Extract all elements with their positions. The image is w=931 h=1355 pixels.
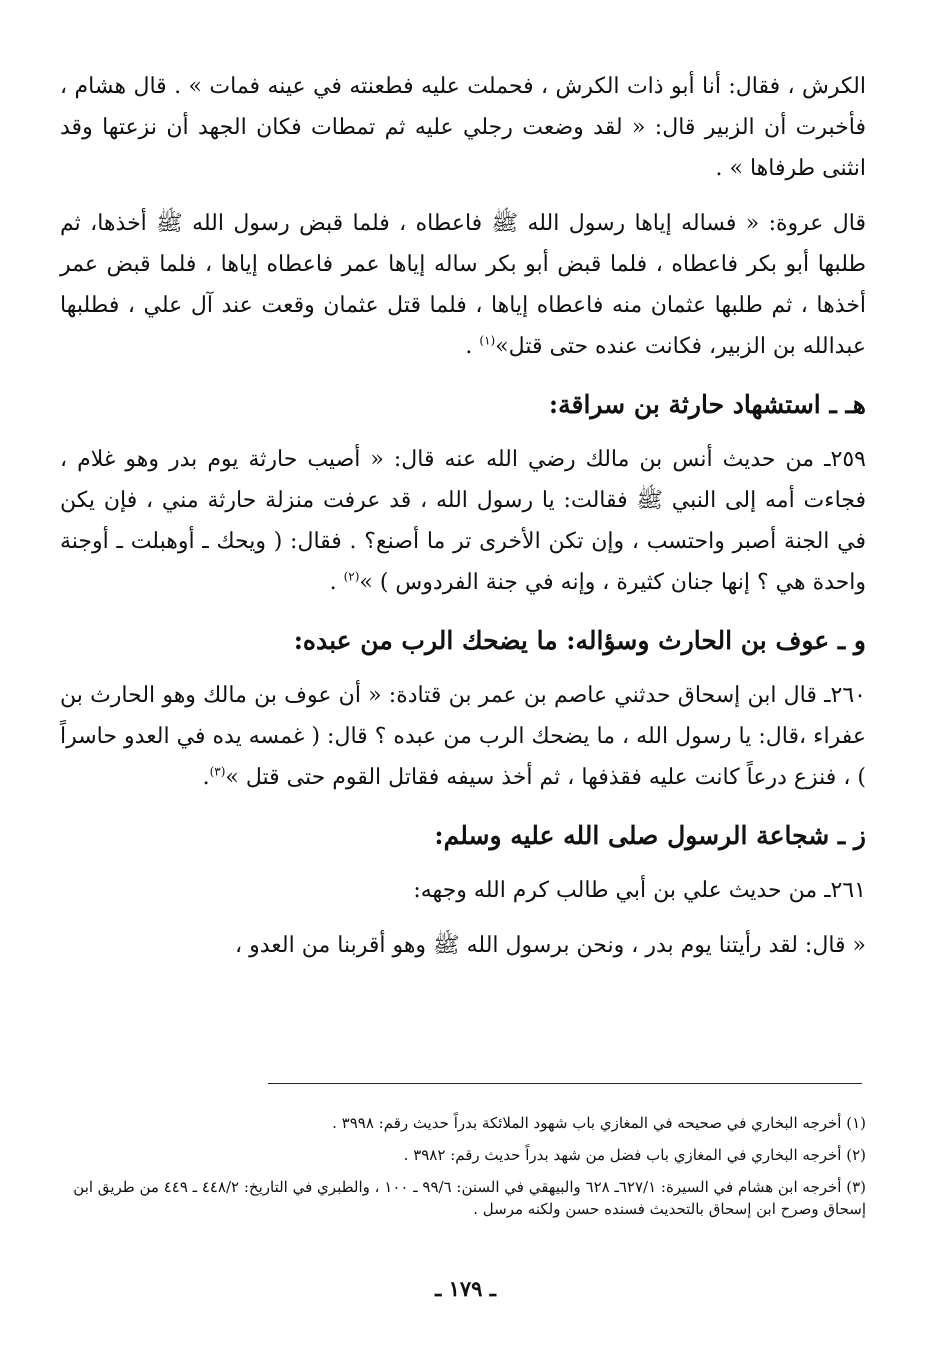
section-heading-awf: و ـ عوف بن الحارث وسؤاله: ما يضحك الرب من عبده: [293, 626, 866, 655]
section-heading-courage: ز ـ شجاعة الرسول صلى الله عليه وسلم: [434, 821, 866, 850]
paragraph-text: ٢٦٠ـ قال ابن إسحاق حدثني عاصم بن عمر بن قتادة: « أن عوف بن مالك وهو الحارث بن عفراء ،قال: يا رسول الله ، ما يضحك الرب من عبده ؟ قال: ( غمسه يده في العدو حاسراً ) ، فنزع درعاً كانت عليه فقذفها ، ثم أخذ سيفه فقاتل القوم حتى قتل » [60, 683, 866, 790]
paragraph-text: ٢٥٩ـ من حديث أنس بن مالك رضي الله عنه قال: « أصيب حارثة يوم بدر وهو غلام ، فجاءت أمه إلى النبي ﷺ فقالت: يا رسول الله ، قد عرفت منزلة حارثة مني ، فإن يكن في الجنة أصبر واحتسب ، وإن تكن الأخرى تر ما أصنع؟ . فقال: ( ويحك ـ أوهبلت ـ أوجنة واحدة هي ؟ إنها جنان كثيرة ، وإنه في جنة الفردوس ) » [60, 447, 866, 595]
footnote-1: (١) أخرجه البخاري في صحيحه في المغازي باب شهود الملائكة بدراً حديث رقم: ٣٩٩٨ . [332, 1114, 866, 1132]
hadith-260 [60, 675, 866, 798]
footnote-ref: (٣) [209, 764, 226, 779]
footnotes [64, 1112, 866, 1230]
paragraph-end: . [329, 570, 344, 595]
hadith-261-intro [60, 870, 866, 911]
footnote-ref: (١) [479, 333, 496, 348]
section-heading-haritha: هـ ـ استشهاد حارثة بن سراقة: [548, 390, 866, 419]
hadith-261-text [60, 925, 866, 966]
paragraph-end: . [202, 765, 210, 790]
page-body [60, 66, 866, 966]
paragraph-continuation [60, 66, 866, 189]
paragraph-text: قال عروة: « فساله إياها رسول الله ﷺ فاعطاه ، فلما قبض رسول الله ﷺ أخذها، ثم طلبها أبو بكر فاعطاه ، فلما قبض أبو بكر ساله إياها عمر فاعطاه إياها ، فلما قبض عمر أخذها ، ثم طلبها عثمان منه فاعطاه إياها ، فلما قتل عثمان وقعت عند آل علي ، فطلبها عبدالله بن الزبير، فكانت عنده حتى قتل» [60, 211, 866, 359]
paragraph-urwa [60, 203, 866, 367]
paragraph-text: ٢٦١ـ من حديث علي بن أبي طالب كرم الله وجهه: [413, 878, 866, 903]
paragraph-text: الكرش ، فقال: أنا أبو ذات الكرش ، فحملت عليه فطعنته في عينه فمات » . قال هشام ، فأخبرت أن الزبير قال: « لقد وضعت رجلي عليه ثم تمطات فكان الجهد أن نزعتها وقد انثنى طرفاها » . [60, 74, 866, 181]
footnote-2: (٢) أخرجه البخاري في المغازي باب فضل من شهد بدراً حديث رقم: ٣٩٨٢ . [403, 1146, 866, 1164]
footnote-divider [268, 1083, 862, 1084]
paragraph-text: « قال: لقد رأيتنا يوم بدر ، ونحن برسول الله ﷺ وهو أقربنا من العدو ، [235, 933, 866, 958]
footnote-3: (٣) أخرجه ابن هشام في السيرة: ٦٢٧/١ـ ٦٢٨ والبيهقي في السنن: ٩٩/٦ ـ ١٠٠ ، والطبري في التاريخ: ٤٤٨/٢ ـ ٤٤٩ من طريق ابن إسحاق وصرح ابن إسحاق بالتحديث فسنده حسن ولكنه مرسل . [73, 1178, 866, 1218]
paragraph-end: . [465, 334, 480, 359]
hadith-259 [60, 439, 866, 603]
footnote-ref: (٢) [343, 569, 360, 584]
page-number: ـ ١٧٩ ـ [435, 1276, 496, 1301]
